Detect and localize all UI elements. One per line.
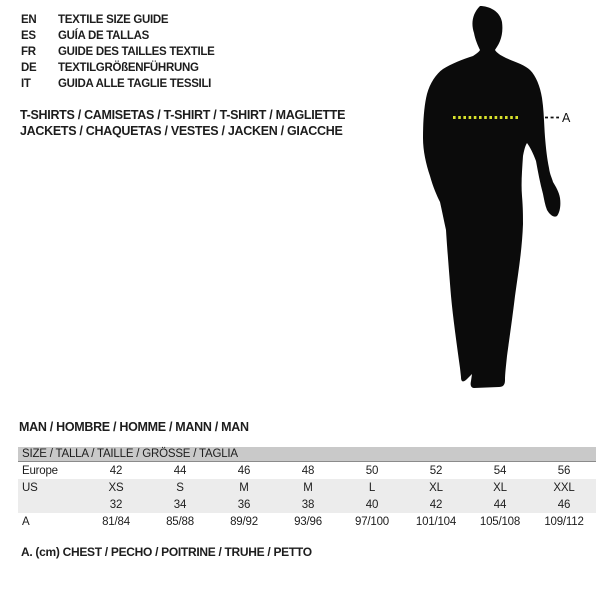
size-cell: 85/88 (166, 515, 194, 528)
table-row-europe (18, 462, 596, 479)
table-row-us (18, 479, 596, 496)
size-cell: 42 (109, 464, 123, 477)
measure-label-a: A (562, 111, 571, 125)
size-cell: 56 (557, 464, 571, 477)
size-table (18, 447, 596, 530)
row-label: Europe (22, 464, 58, 477)
garment-categories (20, 107, 345, 139)
size-table-header-label: SIZE / TALLA / TAILLE / GRÖSSE / TAGLIA (22, 448, 238, 460)
size-cell: 46 (557, 498, 571, 511)
category-jackets-line: JACKETS / CHAQUETAS / VESTES / JACKEN / GIACCHE (20, 124, 343, 138)
size-cell: 93/96 (294, 515, 322, 528)
section-title-man: MAN / HOMBRE / HOMME / MANN / MAN (19, 420, 249, 434)
language-code: IT (21, 78, 31, 90)
size-cell: 105/108 (479, 515, 521, 528)
size-cell: L (368, 481, 376, 494)
size-cell: 40 (365, 498, 379, 511)
size-cell: 54 (493, 464, 507, 477)
size-cell: 38 (301, 498, 315, 511)
language-row (21, 44, 215, 60)
language-row (21, 12, 215, 28)
size-cell: 32 (109, 498, 123, 511)
language-label: TEXTILGRÖßENFÜHRUNG (58, 62, 199, 74)
size-cell: 97/100 (355, 515, 389, 528)
language-code: DE (21, 62, 37, 74)
size-cell: 81/84 (102, 515, 130, 528)
size-cell: M (239, 481, 249, 494)
size-cell: 46 (237, 464, 251, 477)
size-cell: 42 (429, 498, 443, 511)
size-cell: 44 (493, 498, 507, 511)
size-cell: 48 (301, 464, 315, 477)
size-cell: XXL (553, 481, 575, 494)
size-cell: 109/112 (544, 515, 584, 528)
row-label: A (22, 515, 30, 528)
table-row-chest-a (18, 513, 596, 530)
language-code: EN (21, 14, 37, 26)
language-label: GUIDA ALLE TAGLIE TESSILI (58, 78, 212, 90)
size-cell: 44 (173, 464, 187, 477)
language-row (21, 76, 215, 92)
table-row-us-numeric (18, 496, 596, 513)
size-cell: 36 (237, 498, 251, 511)
language-title-list (21, 12, 215, 92)
size-cell: 52 (429, 464, 443, 477)
language-label: GUÍA DE TALLAS (58, 30, 149, 42)
size-table-header (18, 447, 596, 462)
size-cell: M (303, 481, 313, 494)
size-cell: XL (493, 481, 507, 494)
footnote-chest-measure: A. (cm) CHEST / PECHO / POITRINE / TRUHE / PETTO (21, 545, 312, 559)
language-row (21, 28, 215, 44)
size-cell: S (176, 481, 184, 494)
language-code: ES (21, 30, 36, 42)
size-cell: XS (108, 481, 124, 494)
row-label: US (22, 481, 38, 494)
language-label: TEXTILE SIZE GUIDE (58, 14, 169, 26)
man-silhouette-figure (416, 6, 576, 398)
size-cell: 89/92 (230, 515, 258, 528)
size-cell: 34 (173, 498, 187, 511)
language-row (21, 60, 215, 76)
man-silhouette (423, 6, 560, 388)
size-cell: XL (429, 481, 443, 494)
size-cell: 101/104 (415, 515, 457, 528)
language-label: GUIDE DES TAILLES TEXTILE (58, 46, 215, 58)
size-cell: 50 (365, 464, 379, 477)
category-tshirts-line: T-SHIRTS / CAMISETAS / T-SHIRT / T-SHIRT / MAGLIETTE (20, 108, 346, 122)
language-code: FR (21, 46, 36, 58)
